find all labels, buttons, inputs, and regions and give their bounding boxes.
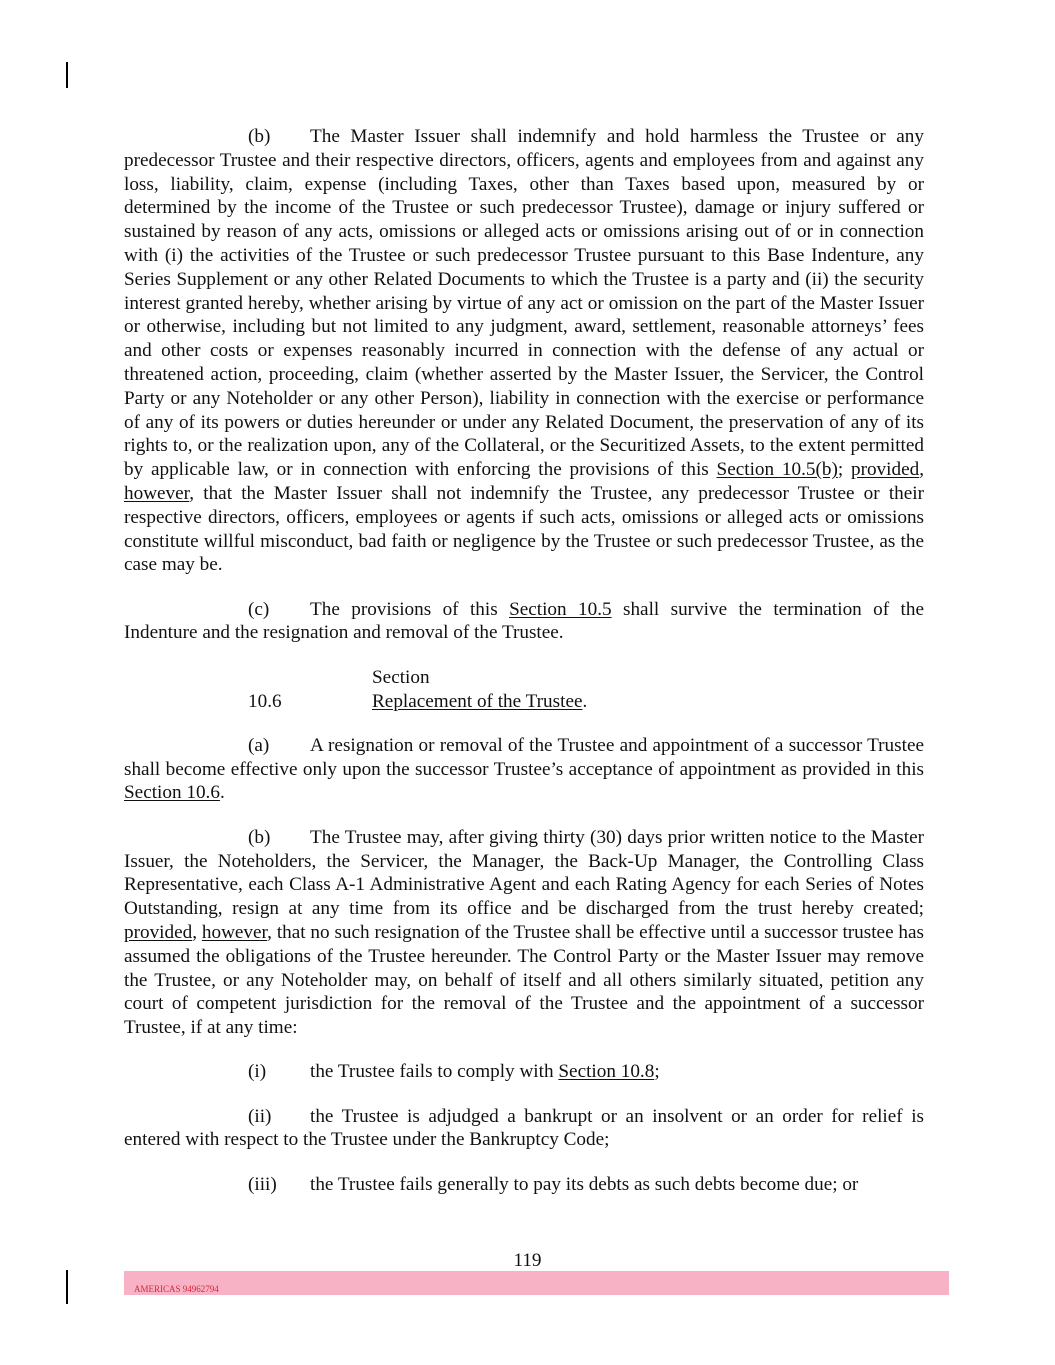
footer-band xyxy=(124,1271,949,1295)
provided-term: provided xyxy=(124,921,193,943)
paragraph-text: The Master Issuer shall indemnify and hold harmless the Trustee or any predecessor Trustee and their respective directors, officers, agents and employees from and against any loss, liability, claim, expense (including Taxes, other than Taxes based upon, measured by or determined by the income of the Trustee or such predecessor Trustee), damage or injury suffered or sustained by reason of any acts, omissions or alleged acts or omissions arising out of or in connection with (i) the activities of the Trustee or such predecessor Trustee pursuant to this Base Indenture, any Series Supplement or any other Related Documents to which the Trustee is a party and (ii) the security interest granted hereby, whether arising by virtue of any act or omission on the part of the Master Issuer or otherwise, including but not limited to any judgment, award, settlement, reasonable attorneys’ fees and other costs or expenses reasonably incurred in connection with the defense of any actual or threatened action, proceeding, claim (whether asserted by the Master Issuer, the Servicer, the Control Party or any Noteholder or any other Person), liability in connection with the exercise or performance of any of its powers or duties hereunder or under any Related Document, the preservation of any of its rights to, or the realization upon, any of the Collateral, or the Securitized Assets, to the extent permitted by applicable law, or in connection with enforcing the provisions of this xyxy=(124,126,924,481)
change-bar-bottom xyxy=(66,1270,68,1304)
paragraph-text: , that the Master Issuer shall not indemnify the Trustee, any predecessor Trustee or their respective directors, officers, employees or agents if such acts, omissions or alleged acts or omissions constitute willful misconduct, bad faith or negligence by the Trustee or such predecessor Trustee, as the case may be. xyxy=(124,482,924,576)
list-item-i xyxy=(124,1060,924,1084)
item-text: the Trustee fails to comply with xyxy=(310,1061,559,1083)
section-reference: Section 10.5(b) xyxy=(716,459,838,481)
item-text: ; xyxy=(654,1061,660,1083)
item-text: the Trustee is adjudged a bankrupt or an insolvent or an order for relief is entered with respect to the Trustee under the Bankruptcy Code; xyxy=(124,1105,924,1151)
item-text: the Trustee fails generally to pay its debts as such debts become due; or xyxy=(310,1173,859,1195)
paragraph-c-survival xyxy=(124,598,924,646)
paragraph-a-resignation xyxy=(124,734,924,805)
paragraph-b-removal xyxy=(124,826,924,1040)
paragraph-text: . xyxy=(219,782,225,804)
section-heading xyxy=(124,666,924,714)
however-term: however xyxy=(201,921,268,943)
section-number: Section 10.6 xyxy=(248,666,430,712)
section-reference: Section 10.8 xyxy=(558,1061,655,1083)
paragraph-text: The provisions of this xyxy=(310,598,510,620)
section-reference: Section 10.6 xyxy=(124,782,220,804)
paragraph-text: A resignation or removal of the Trustee and appointment of a successor Trustee shall become effective only upon the successor Trustee’s acceptance of appointment as provided in this xyxy=(124,734,924,780)
provided-term: provided xyxy=(850,459,920,481)
item-marker: (ii) xyxy=(248,1105,272,1127)
paragraph-text: , that no such resignation of the Trustee shall be effective until a successor trustee has assumed the obligations of the Trustee hereunder. The Control Party or the Master Issuer may remove the Trustee, or any Noteholder may, on behalf of itself and all others similarly situated, petition any court of competent jurisdiction for the removal of the Trustee and the appointment of a successor Trustee, if at any time: xyxy=(124,921,925,1039)
paragraph-marker: (a) xyxy=(248,734,270,756)
paragraph-marker: (b) xyxy=(248,126,271,147)
separator: , xyxy=(919,459,924,481)
item-marker: (iii) xyxy=(248,1173,277,1195)
section-reference: Section 10.5 xyxy=(509,598,612,620)
however-term: however xyxy=(124,482,190,504)
paragraph-b-indemnification xyxy=(124,125,924,577)
separator: , xyxy=(192,921,202,943)
paragraph-marker: (b) xyxy=(248,826,271,848)
paragraph-text: The Trustee may, after giving thirty (30) days prior written notice to the Master Issuer, the Noteholders, the Servicer, the Manager, the Back-Up Manager, the Controlling Class Representative, each Class A-1 Administrative Agent and each Rating Agency for each Series of Notes Outstanding, resign at any time from its office and be discharged from the trust hereby created; xyxy=(124,826,924,920)
section-title-end: . xyxy=(582,690,588,712)
item-marker: (i) xyxy=(248,1061,267,1083)
body-text xyxy=(124,125,924,1217)
list-item-ii xyxy=(124,1105,924,1153)
paragraph-text: shall survive the termination of the Indenture and the resignation and removal of the Trustee. xyxy=(124,598,924,644)
section-title: Replacement of the Trustee xyxy=(372,690,583,712)
change-bar-top xyxy=(66,62,68,88)
list-item-iii xyxy=(124,1173,924,1197)
paragraph-marker: (c) xyxy=(248,598,270,620)
page-number: 119 xyxy=(513,1250,542,1271)
document-id: AMERICAS 94962794 xyxy=(134,1284,219,1294)
separator: ; xyxy=(837,459,851,481)
